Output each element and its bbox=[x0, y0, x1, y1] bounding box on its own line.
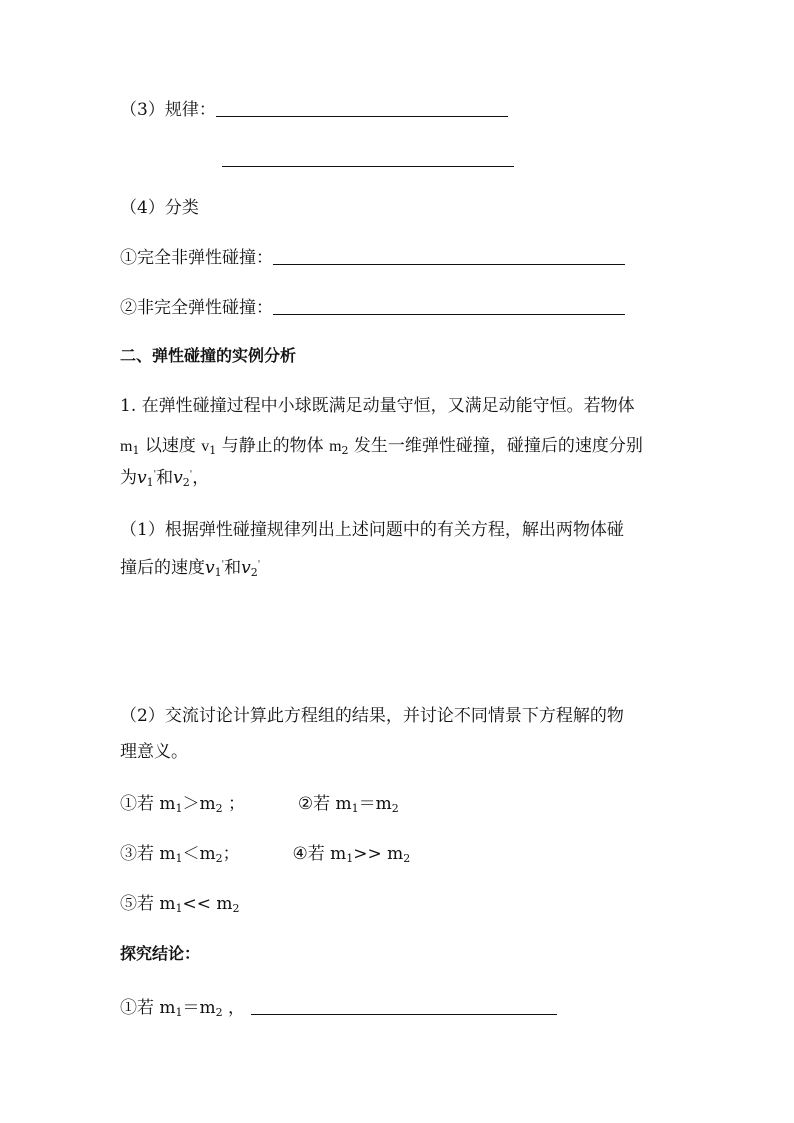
case-4: ④若 $m_1>> m_2$ bbox=[292, 844, 411, 865]
text: 和 bbox=[224, 558, 242, 578]
law-line bbox=[120, 102, 508, 119]
text: 发生一维弹性碰撞，碰撞后的速度分别 bbox=[348, 436, 643, 456]
inelastic-label: ①完全非弹性碰撞： bbox=[120, 248, 273, 268]
subscript: 1 bbox=[175, 1006, 183, 1019]
paragraph-1-line-3 bbox=[120, 470, 209, 488]
partial-elastic-answer-blank[interactable] bbox=[273, 313, 625, 315]
subscript: 1 bbox=[146, 476, 154, 489]
law-answer-blank-1[interactable] bbox=[216, 115, 508, 117]
subscript: 2 bbox=[341, 444, 349, 457]
law-line-2 bbox=[222, 152, 514, 169]
velocity-symbol: v bbox=[241, 558, 251, 578]
prime-mark: ' bbox=[189, 470, 193, 480]
velocity-symbol: v bbox=[205, 558, 215, 578]
case-3: ③若 $m_1<m_2$； bbox=[120, 844, 240, 865]
text: 和 bbox=[156, 468, 174, 488]
text: ， bbox=[222, 998, 246, 1018]
prime-mark: ' bbox=[257, 560, 261, 570]
subscript: 2 bbox=[250, 566, 258, 579]
question-2-line-2: 理意义。 bbox=[120, 742, 188, 762]
subscript: 2 bbox=[182, 476, 190, 489]
classification-item-1 bbox=[120, 250, 625, 267]
classification-heading: （4）分类 bbox=[120, 198, 199, 218]
section-2-title: 二、弹性碰撞的实例分析 bbox=[120, 346, 297, 365]
text: 与静止的物体 bbox=[216, 436, 330, 456]
text: ， bbox=[192, 468, 210, 488]
case-row-1 bbox=[120, 796, 399, 814]
prime-mark: ' bbox=[153, 470, 157, 480]
conclusion-answer-blank[interactable] bbox=[251, 1013, 557, 1015]
velocity-symbol: v bbox=[137, 468, 147, 488]
text: ①若 m bbox=[120, 998, 176, 1018]
text: 为 bbox=[120, 468, 137, 488]
mass-symbol: m bbox=[120, 438, 133, 455]
law-answer-blank-2[interactable] bbox=[222, 165, 514, 167]
subscript: 1 bbox=[209, 444, 217, 457]
case-1: ①若 $m_1>m_2$ ； bbox=[120, 794, 246, 815]
case-2: ②若 $m_1=m_2$ bbox=[297, 794, 399, 815]
partial-elastic-label: ②非完全弹性碰撞： bbox=[120, 298, 273, 318]
case-row-3 bbox=[120, 896, 240, 914]
question-2-line-1: （2）交流讨论计算此方程组的结果，并讨论不同情景下方程解的物 bbox=[120, 706, 624, 726]
conclusion-title: 探究结论： bbox=[120, 944, 201, 963]
case-5: ⑤若 $m_1<< m_2$ bbox=[120, 894, 240, 915]
prime-mark: ' bbox=[221, 560, 225, 570]
mass-symbol: m bbox=[329, 438, 342, 455]
inelastic-answer-blank[interactable] bbox=[273, 263, 625, 265]
text: ＝m bbox=[182, 998, 216, 1018]
text: 以速度 bbox=[139, 436, 202, 456]
question-1-line-1: （1）根据弹性碰撞规律列出上述问题中的有关方程，解出两物体碰 bbox=[120, 520, 624, 540]
paragraph-1-line-2 bbox=[120, 438, 643, 456]
question-1-line-2 bbox=[120, 560, 260, 578]
classification-item-2 bbox=[120, 300, 625, 317]
paragraph-1-line-1: 1. 在弹性碰撞过程中小球既满足动量守恒，又满足动能守恒。若物体 bbox=[120, 396, 635, 416]
law-label: （3）规律： bbox=[120, 100, 216, 120]
subscript: 2 bbox=[215, 1006, 223, 1019]
case-row-2 bbox=[120, 846, 410, 864]
subscript: 1 bbox=[132, 444, 140, 457]
subscript: 1 bbox=[214, 566, 222, 579]
velocity-symbol: v bbox=[201, 438, 210, 455]
velocity-symbol: v bbox=[173, 468, 183, 488]
text: 撞后的速度 bbox=[120, 558, 205, 578]
conclusion-item-1 bbox=[120, 1000, 557, 1018]
